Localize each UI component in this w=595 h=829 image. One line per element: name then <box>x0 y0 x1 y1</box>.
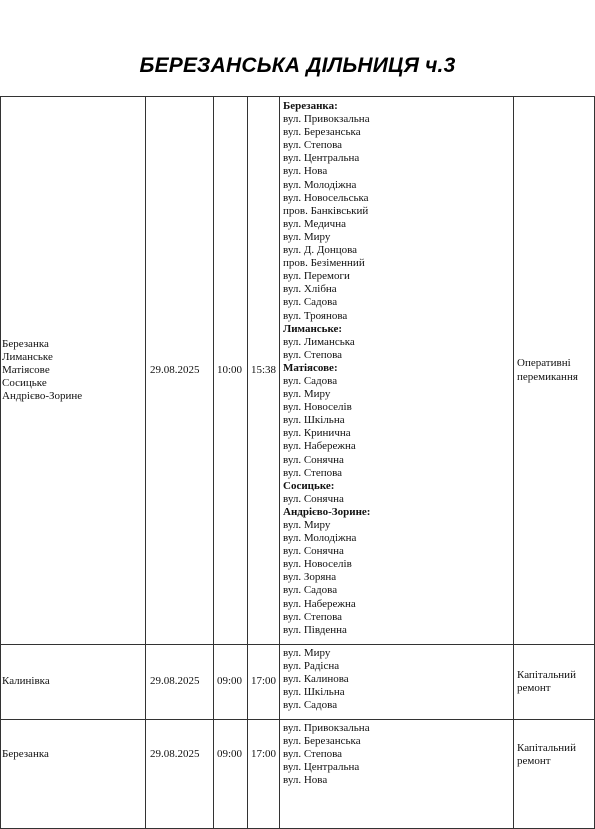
street-item: вул. Калинова <box>283 673 349 686</box>
reason-cell <box>514 97 595 645</box>
street-item: вул. Сонячна <box>283 453 344 466</box>
street-item: вул. Миру <box>283 388 331 401</box>
reason-text: перемикання <box>517 370 578 383</box>
street-item: вул. Степова <box>283 348 343 361</box>
settlements-cell <box>1 720 146 829</box>
streets-cell <box>280 97 514 645</box>
street-item: вул. Набережна <box>283 597 356 610</box>
locality-heading: Лиманське: <box>283 322 343 335</box>
street-item: вул. Радісна <box>283 660 340 673</box>
start-time-cell: 09:00 <box>214 720 248 829</box>
settlement-name: Сосицьке <box>2 377 47 390</box>
street-item: вул. Садова <box>283 584 338 597</box>
settlements-cell <box>1 97 146 645</box>
settlement-name: Андрієво-Зорине <box>2 390 83 403</box>
street-item: вул. Троянова <box>283 309 348 322</box>
settlement-name: Лиманське <box>2 350 53 363</box>
street-item: вул. Медична <box>283 217 346 230</box>
street-item: вул. Нова <box>283 165 328 178</box>
date-cell: 29.08.2025 <box>146 720 214 829</box>
settlement-name: Березанка <box>2 337 49 350</box>
street-item: вул. Садова <box>283 699 338 712</box>
locality-heading: Березанка: <box>283 100 338 112</box>
street-item: вул. Перемоги <box>283 270 350 283</box>
settlement-name: Березанка <box>2 748 49 760</box>
street-item: вул. Молодіжна <box>283 178 357 191</box>
street-item: вул. Південна <box>283 623 347 636</box>
street-item: вул. Степова <box>283 466 343 479</box>
street-item: вул. Молодіжна <box>283 532 357 545</box>
street-item: вул. Центральна <box>283 761 360 774</box>
street-item: вул. Хлібна <box>283 283 337 296</box>
street-item: вул. Кринична <box>283 427 351 440</box>
street-item: вул. Новоселів <box>283 401 352 414</box>
street-item: вул. Шкільна <box>283 414 345 427</box>
street-item: вул. Миру <box>283 519 331 531</box>
table-row <box>1 645 595 720</box>
street-item: вул. Новоселів <box>283 558 352 571</box>
settlements-cell <box>1 645 146 720</box>
locality-heading: Сосицьке: <box>283 479 335 492</box>
street-item: вул. Привокзальна <box>283 722 370 734</box>
street-item: вул. Березанська <box>283 735 361 748</box>
street-item: вул. Сонячна <box>283 545 344 558</box>
reason-cell <box>514 645 595 720</box>
street-item: вул. Зоряна <box>283 571 337 584</box>
streets-cell <box>280 720 514 829</box>
street-item: вул. Степова <box>283 610 343 623</box>
end-time-cell: 17:00 <box>248 720 280 829</box>
reason-text: ремонт <box>517 682 551 694</box>
street-item: вул. Лиманська <box>283 335 355 348</box>
settlement-name: Матіясове <box>2 363 50 376</box>
street-item: вул. Березанська <box>283 126 361 139</box>
locality-heading: Матіясове: <box>283 361 338 374</box>
date-cell: 29.08.2025 <box>146 97 214 645</box>
reason-text: ремонт <box>517 755 551 768</box>
street-item: вул. Миру <box>283 647 331 659</box>
street-item: вул. Нова <box>283 774 328 787</box>
street-item: вул. Степова <box>283 748 343 761</box>
reason-text: Оперативні <box>517 357 571 370</box>
end-time-cell: 15:38 <box>248 97 280 645</box>
start-time-cell: 09:00 <box>214 645 248 720</box>
street-item: вул. Степова <box>283 139 343 152</box>
page-title: БЕРЕЗАНСЬКА ДІЛЬНИЦЯ ч.3 <box>139 54 456 77</box>
reason-cell <box>514 720 595 829</box>
table-row <box>1 720 595 829</box>
street-item: вул. Шкільна <box>283 686 345 699</box>
locality-heading: Андрієво-Зорине: <box>283 505 371 518</box>
end-time-cell: 17:00 <box>248 645 280 720</box>
start-time-cell: 10:00 <box>214 97 248 645</box>
street-item: вул. Д. Донцова <box>283 244 358 257</box>
street-item: вул. Набережна <box>283 440 356 453</box>
street-item: вул. Сонячна <box>283 492 344 505</box>
table-row <box>1 97 595 645</box>
outage-schedule-table <box>0 96 595 829</box>
reason-text: Капітальний <box>517 742 576 754</box>
reason-text: Капітальний <box>517 668 576 681</box>
street-item: вул. Новосельська <box>283 191 369 204</box>
street-item: вул. Центральна <box>283 152 360 165</box>
street-item: пров. Банківський <box>283 204 369 217</box>
settlement-name: Калинівка <box>2 675 50 688</box>
street-item: вул. Садова <box>283 296 338 309</box>
street-item: вул. Привокзальна <box>283 113 370 126</box>
street-item: пров. Безіменний <box>283 257 365 270</box>
street-item: вул. Миру <box>283 230 331 243</box>
streets-cell <box>280 645 514 720</box>
date-cell: 29.08.2025 <box>146 645 214 720</box>
street-item: вул. Садова <box>283 374 338 387</box>
